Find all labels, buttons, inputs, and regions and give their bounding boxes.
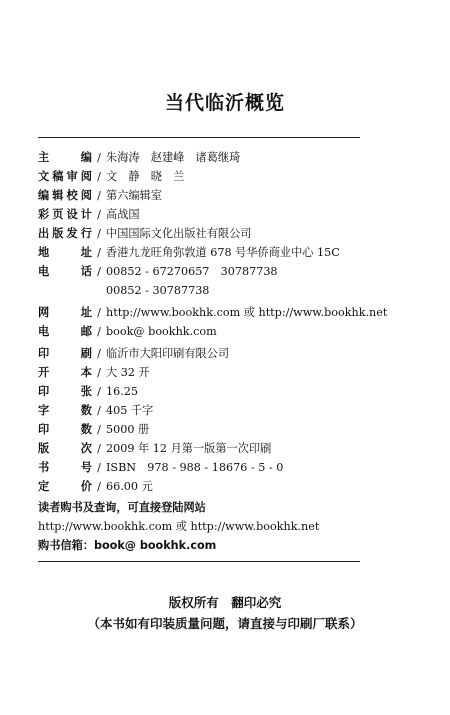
- row-label: 电邮: [38, 325, 92, 338]
- reader-note: 读者购书及查询，可直接登陆网站: [38, 501, 206, 514]
- row-value: 中国国际文化出版社有限公司: [106, 227, 252, 240]
- row-separator: /: [97, 385, 101, 398]
- copyright-notice: 版权所有 翻印必究: [168, 595, 282, 610]
- row-separator: /: [97, 246, 101, 259]
- row-value: 大 32 开: [106, 366, 150, 379]
- row-separator: /: [97, 366, 101, 379]
- row-label: 定价: [38, 480, 92, 493]
- quality-notice: （本书如有印装质量问题，请直接与印刷厂联系）: [87, 616, 363, 631]
- row-separator: /: [97, 170, 101, 183]
- row-separator: /: [97, 325, 101, 338]
- row-label: 出版发行: [38, 227, 92, 240]
- row-word-count: [38, 401, 153, 421]
- row-value: 第六编辑室: [106, 189, 162, 202]
- row-label: 主编: [38, 151, 92, 164]
- row-separator: /: [97, 306, 101, 319]
- mail-order: 购书信箱：book@ bookhk.com: [38, 539, 217, 552]
- row-label: 印张: [38, 385, 92, 398]
- row-value: 香港九龙旺角弥敦道 678 号华侨商业中心 15C: [106, 246, 340, 259]
- row-separator: /: [97, 347, 101, 360]
- row-label: 版次: [38, 442, 92, 455]
- row-label: 印数: [38, 423, 92, 436]
- row-value: 00852 - 67270657 30787738: [106, 265, 278, 278]
- row-separator: /: [97, 480, 101, 493]
- row-value: 高战国: [106, 208, 140, 221]
- row-value: 5000 册: [106, 423, 150, 436]
- row-separator: /: [97, 227, 101, 240]
- row-label: 电话: [38, 265, 92, 278]
- row-separator: /: [97, 265, 101, 278]
- row-label: 字数: [38, 404, 92, 417]
- row-value: 405 千字: [106, 404, 154, 417]
- row-sheets: [38, 382, 138, 402]
- row-label: 开本: [38, 366, 92, 379]
- row-label: 地址: [38, 246, 92, 259]
- row-value: http://www.bookhk.com 或 http://www.bookhk.net: [106, 306, 388, 319]
- row-website: [38, 303, 387, 323]
- row-value: 16.25: [106, 385, 139, 398]
- row-edition: [38, 439, 271, 459]
- top-divider: [38, 137, 360, 138]
- row-manuscript-review: [38, 167, 184, 187]
- row-value: 66.00 元: [106, 480, 153, 493]
- row-phone: [38, 262, 278, 282]
- row-separator: /: [97, 423, 101, 436]
- row-label: 彩页设计: [38, 208, 92, 221]
- row-value: 临沂市大阳印刷有限公司: [106, 347, 230, 360]
- row-format: [38, 363, 150, 383]
- row-proofreading: [38, 186, 162, 206]
- page-title: 当代临沂概览: [164, 92, 285, 114]
- row-price: [38, 477, 153, 497]
- row-value: book@ bookhk.com: [106, 325, 217, 338]
- row-color-design: [38, 205, 140, 225]
- row-separator: /: [97, 189, 101, 202]
- row-separator: /: [97, 208, 101, 221]
- reader-urls: http://www.bookhk.com 或 http://www.bookhk.net: [38, 520, 320, 533]
- row-separator: /: [97, 461, 101, 474]
- row-label: 书号: [38, 461, 92, 474]
- row-value: 2009 年 12 月第一版第一次印刷: [106, 442, 272, 455]
- row-print-run: [38, 420, 149, 440]
- row-label: 文稿审阅: [38, 170, 92, 183]
- row-value: ISBN 978 - 988 - 18676 - 5 - 0: [106, 461, 284, 474]
- row-phone-extra: 00852 - 30787738: [106, 284, 210, 297]
- row-separator: /: [97, 151, 101, 164]
- row-isbn: [38, 458, 283, 478]
- bottom-divider: [38, 561, 360, 562]
- row-label: 印刷: [38, 347, 92, 360]
- row-separator: /: [97, 442, 101, 455]
- row-publisher: [38, 224, 251, 244]
- row-email: [38, 322, 217, 342]
- row-label: 编辑校阅: [38, 189, 92, 202]
- row-separator: /: [97, 404, 101, 417]
- row-chief-editor: [38, 148, 240, 168]
- row-printer: [38, 344, 229, 364]
- row-label: 网址: [38, 306, 92, 319]
- row-value: 朱海涛 赵建峰 诸葛继琦: [106, 151, 241, 164]
- row-address: [38, 243, 340, 263]
- row-value: 文 静 晓 兰: [106, 170, 185, 183]
